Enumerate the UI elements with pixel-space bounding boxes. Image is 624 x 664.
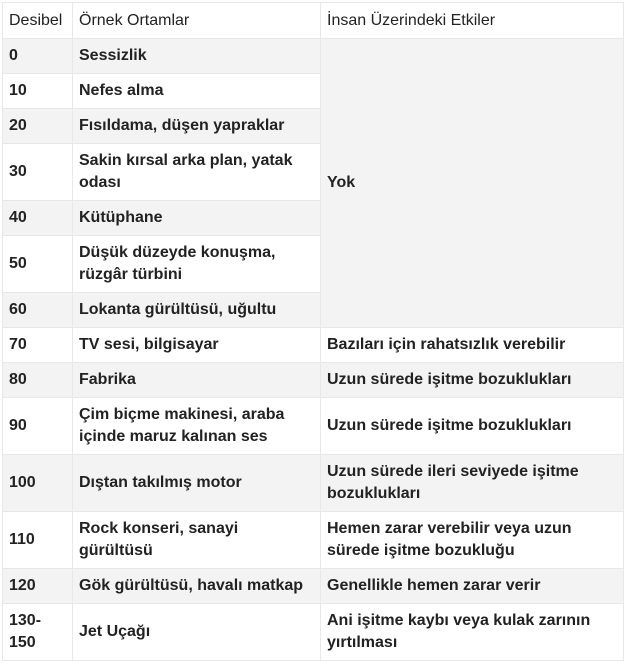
table-row: [3, 39, 624, 74]
header-decibel: Desibel: [3, 3, 73, 39]
decibel-cell: 100: [3, 455, 73, 512]
effect-cell: Genellikle hemen zarar verir: [321, 569, 624, 604]
effect-cell: Uzun sürede ileri seviyede işitme bozuklukları: [321, 455, 624, 512]
effect-cell: Ani işitme kaybı veya kulak zarının yırtılması: [321, 604, 624, 661]
table-row: [3, 328, 624, 363]
decibel-table: [2, 2, 624, 661]
effect-cell: Uzun sürede işitme bozuklukları: [321, 398, 624, 455]
table-row: [3, 398, 624, 455]
decibel-cell: 120: [3, 569, 73, 604]
example-cell: Fısıldama, düşen yapraklar: [73, 109, 321, 144]
effect-cell: Uzun sürede işitme bozuklukları: [321, 363, 624, 398]
decibel-cell: 80: [3, 363, 73, 398]
decibel-cell: 60: [3, 293, 73, 328]
effect-cell: Hemen zarar verebilir veya uzun sürede işitme bozukluğu: [321, 512, 624, 569]
effect-cell: Bazıları için rahatsızlık verebilir: [321, 328, 624, 363]
decibel-cell: 70: [3, 328, 73, 363]
table-row: [3, 512, 624, 569]
table-row: [3, 569, 624, 604]
example-cell: Nefes alma: [73, 74, 321, 109]
decibel-cell: 10: [3, 74, 73, 109]
table-row: [3, 363, 624, 398]
example-cell: Sakin kırsal arka plan, yatak odası: [73, 144, 321, 201]
decibel-cell: 20: [3, 109, 73, 144]
decibel-cell: 30: [3, 144, 73, 201]
example-cell: Kütüphane: [73, 201, 321, 236]
example-cell: Dıştan takılmış motor: [73, 455, 321, 512]
table-row: [3, 455, 624, 512]
decibel-cell: 110: [3, 512, 73, 569]
header-examples: Örnek Ortamlar: [73, 3, 321, 39]
example-cell: Gök gürültüsü, havalı matkap: [73, 569, 321, 604]
example-cell: Jet Uçağı: [73, 604, 321, 661]
example-cell: Rock konseri, sanayi gürültüsü: [73, 512, 321, 569]
header-effects: İnsan Üzerindeki Etkiler: [321, 3, 624, 39]
decibel-cell: 50: [3, 236, 73, 293]
decibel-cell: 40: [3, 201, 73, 236]
example-cell: TV sesi, bilgisayar: [73, 328, 321, 363]
effect-cell: Yok: [321, 39, 624, 328]
example-cell: Düşük düzeyde konuşma, rüzgâr türbini: [73, 236, 321, 293]
example-cell: Lokanta gürültüsü, uğultu: [73, 293, 321, 328]
decibel-cell: 90: [3, 398, 73, 455]
decibel-cell: 130-150: [3, 604, 73, 661]
example-cell: Sessizlik: [73, 39, 321, 74]
header-row: [3, 3, 624, 39]
example-cell: Fabrika: [73, 363, 321, 398]
example-cell: Çim biçme makinesi, araba içinde maruz kalınan ses: [73, 398, 321, 455]
decibel-cell: 0: [3, 39, 73, 74]
table-row: [3, 604, 624, 661]
